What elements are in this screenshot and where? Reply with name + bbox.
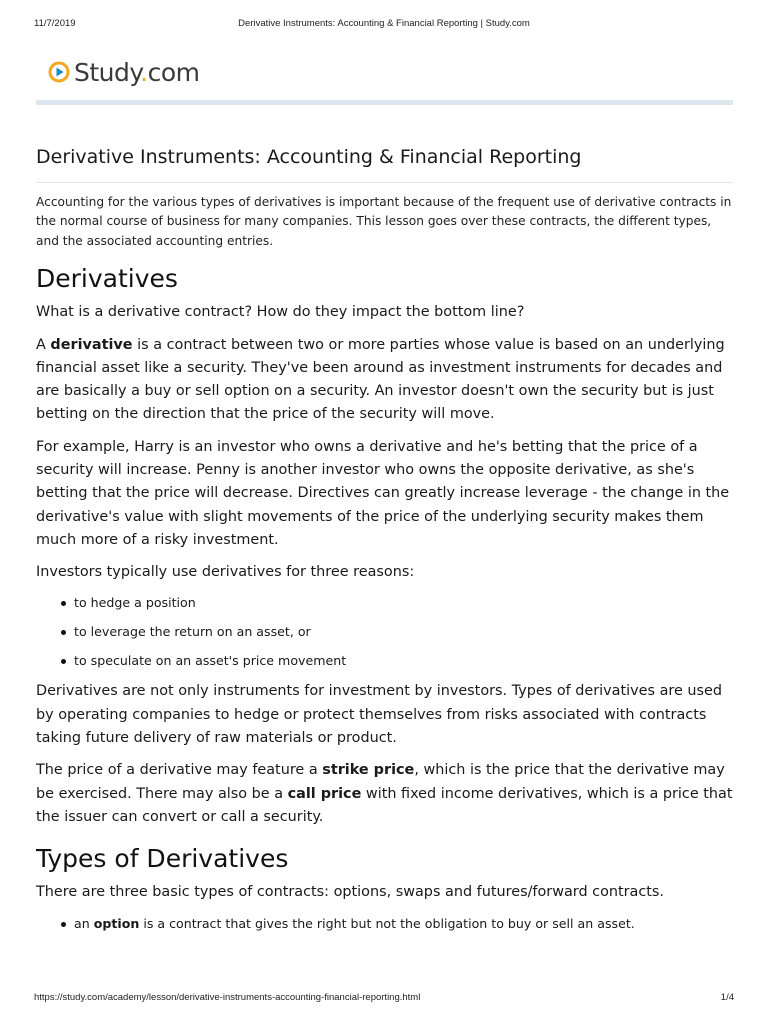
page-number: 1/4 xyxy=(720,992,734,1003)
text-run: with fixed income derivatives, which is a price that the issuer can convert or call a security. xyxy=(36,785,733,825)
text-run: an xyxy=(74,915,94,931)
reasons-list xyxy=(36,593,733,671)
print-header xyxy=(34,18,734,32)
types-intro: There are three basic types of contracts: options, swaps and futures/forward contracts. xyxy=(36,884,665,901)
logo-wordmark xyxy=(74,58,199,87)
lesson-summary: Accounting for the various types of derivatives is important because of the frequent use of derivative contracts in the normal course of business for many companies. This lesson goes over these contracts, the different types, and the associated accounting entries. xyxy=(36,195,732,248)
types-list xyxy=(36,914,733,934)
article xyxy=(36,144,733,943)
term-derivative: derivative xyxy=(50,336,133,353)
operating-companies-paragraph: Derivatives are not only instruments for investment by investors. Types of derivatives are used by operating companies to hedge or protect themselves from risks associated with contracts taking future delivery of raw materials or product. xyxy=(36,683,723,747)
print-date: 11/7/2019 xyxy=(34,18,76,29)
list-item: to leverage the return on an asset, or xyxy=(74,622,733,642)
text-run: The price of a derivative may feature a xyxy=(36,762,323,779)
price-terms-paragraph xyxy=(36,759,733,829)
print-url: https://study.com/academy/lesson/derivative-instruments-accounting-financial-reporting.html xyxy=(34,992,421,1003)
text-run: A xyxy=(36,336,51,353)
header-divider-bar xyxy=(36,100,733,105)
section-heading-types: Types of Derivatives xyxy=(36,844,289,874)
term-option: option xyxy=(93,915,140,931)
term-call-price: call price xyxy=(287,785,362,802)
print-footer xyxy=(34,992,734,1006)
text-run: , which is the price that the derivative may be exercised. There may also be a xyxy=(36,762,725,802)
text-run: is a contract between two or more parties whose value is based on an underlying financial asset like a security. They've been around as investment instruments for decades and are basically a buy or sell option on a security. An investor doesn't own the security but is just betting on the direction that the price of the security will move. xyxy=(36,336,725,423)
derivatives-intro: What is a derivative contract? How do they impact the bottom line? xyxy=(36,304,525,321)
reasons-intro: Investors typically use derivatives for three reasons: xyxy=(36,564,415,581)
list-item xyxy=(74,914,733,934)
list-item: to speculate on an asset's price movement xyxy=(74,651,733,671)
example-paragraph: For example, Harry is an investor who owns a derivative and he's betting that the price of a security will increase. Penny is another investor who owns the opposite derivative, as she's betting that the price will decrease. Directives can greatly increase leverage - the change in the derivative's value with slight movements of the price of the underlying security makes them much more of a risky investment. xyxy=(36,438,730,548)
page-title: Derivative Instruments: Accounting & Financial Reporting xyxy=(36,146,582,168)
logo-suffix: com xyxy=(147,57,200,87)
text-run: is a contract that gives the right but not the obligation to buy or sell an asset. xyxy=(139,915,635,931)
list-item: to hedge a position xyxy=(74,593,733,613)
study-com-logo[interactable] xyxy=(48,56,199,88)
logo-word: Study xyxy=(74,57,141,87)
section-heading-derivatives: Derivatives xyxy=(36,264,178,294)
logo-dot: . xyxy=(140,57,148,87)
derivative-definition-paragraph xyxy=(36,334,733,427)
print-page-title: Derivative Instruments: Accounting & Financial Reporting | Study.com xyxy=(238,18,530,29)
title-divider xyxy=(36,182,733,183)
play-circle-logo-icon xyxy=(48,61,70,83)
term-strike-price: strike price xyxy=(322,762,415,779)
